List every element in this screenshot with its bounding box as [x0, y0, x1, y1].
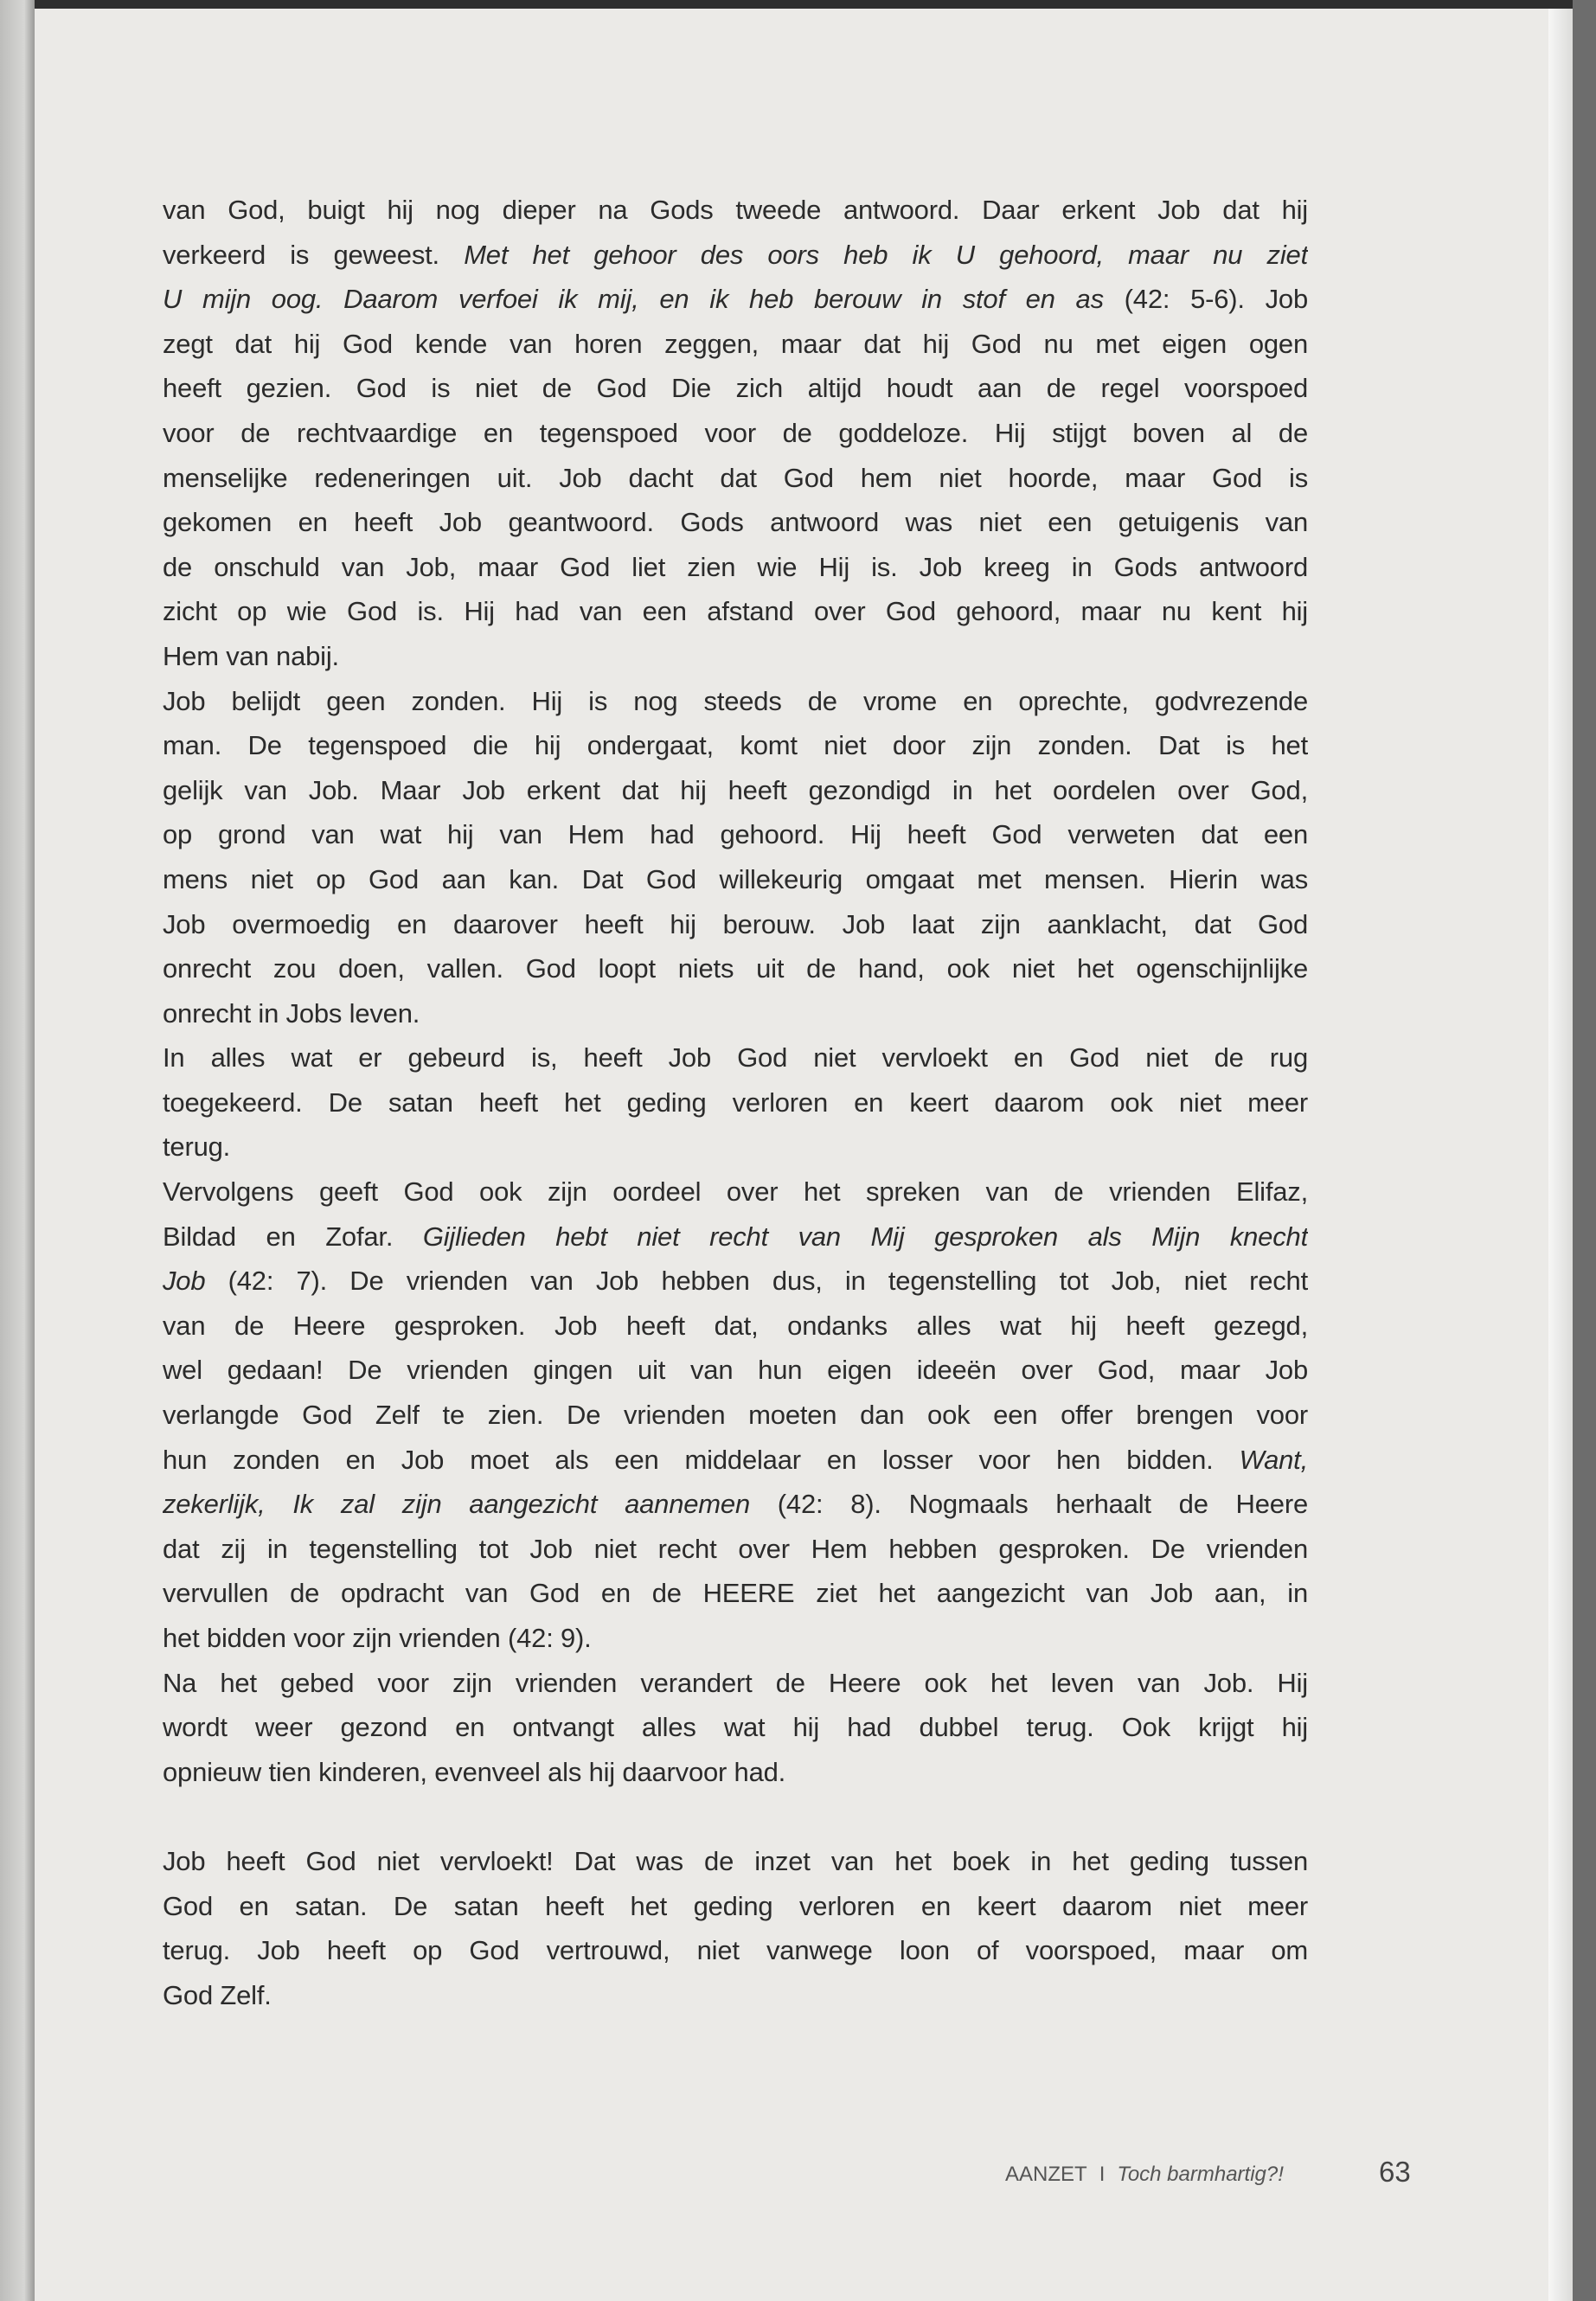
paragraph: [163, 679, 1308, 1036]
text-segment: dat zij in tegenstelling tot Job niet recht over Hem hebben gesproken. De vrienden: [163, 1533, 1308, 1564]
footer-separator: I: [1099, 2163, 1106, 2186]
text-segment: terug.: [163, 1131, 231, 1163]
text-line: [163, 1884, 1308, 1929]
text-line: [163, 857, 1308, 902]
text-line: [163, 1215, 1308, 1259]
text-segment: mens niet op God aan kan. Dat God willekeurig omgaat met mensen. Hierin was: [163, 863, 1308, 894]
text-segment: Job overmoedig en daarover heeft hij berouw. Job laat zijn aanklacht, dat God: [163, 908, 1308, 939]
text-line: [163, 233, 1308, 278]
text-line: [163, 1616, 1308, 1661]
text-segment: God Zelf.: [163, 1979, 272, 2010]
text-segment: zicht op wie God is. Hij had van een afstand over God gehoord, maar nu kent hij: [163, 596, 1308, 627]
scripture-quote: zekerlijk, Ik zal zijn aangezicht aannemen: [163, 1489, 750, 1520]
scripture-quote: Gijlieden hebt niet recht van Mij gesproken als Mijn knecht: [422, 1221, 1308, 1252]
text-segment: onrecht in Jobs leven.: [163, 997, 420, 1029]
text-line: [163, 1304, 1308, 1349]
text-segment: Vervolgens geeft God ook zijn oordeel over het spreken van de vrienden Elifaz,: [163, 1176, 1308, 1208]
text-line: [163, 1438, 1308, 1483]
text-line: [163, 366, 1308, 411]
text-segment: Job heeft God niet vervloekt! Dat was de inzet van het boek in het geding tussen: [163, 1845, 1308, 1876]
text-line: [163, 902, 1308, 947]
text-line: [163, 634, 1308, 679]
text-line: [163, 1527, 1308, 1572]
text-line: [163, 812, 1308, 857]
paragraph: [163, 1170, 1308, 1661]
text-line: [163, 1080, 1308, 1125]
text-line: [163, 1393, 1308, 1438]
text-segment: Job belijdt geen zonden. Hij is nog steeds de vrome en oprechte, godvrezende: [163, 685, 1308, 716]
text-segment: gekomen en heeft Job geantwoord. Gods antwoord was niet een getuigenis van: [163, 507, 1308, 538]
text-segment: (42: 8). Nogmaals herhaalt de Heere: [749, 1489, 1308, 1520]
text-segment: vervullen de opdracht van God en de HEERE ziet het aangezicht van Job aan, in: [163, 1578, 1308, 1609]
text-line: [163, 1170, 1308, 1215]
text-line: [163, 1125, 1308, 1170]
text-segment: voor de rechtvaardige en tegenspoed voor de goddeloze. Hij stijgt boven al de: [163, 417, 1308, 448]
text-line: [163, 277, 1308, 322]
text-line: [163, 1973, 1308, 2018]
text-segment: de onschuld van Job, maar God liet zien wie Hij is. Job kreeg in Gods antwoord: [163, 551, 1308, 582]
text-segment: op grond van wat hij van Hem had gehoord. Hij heeft God verweten dat een: [163, 819, 1308, 850]
text-segment: van de Heere gesproken. Job heeft dat, ondanks alles wat hij heeft gezegd,: [163, 1310, 1308, 1341]
text-line: [163, 589, 1308, 634]
text-segment: Na het gebed voor zijn vrienden verandert de Heere ook het leven van Job. Hij: [163, 1667, 1308, 1698]
scan-top-edge: [0, 0, 1596, 9]
scan-right-edge: [1573, 0, 1596, 2301]
scripture-quote: Job: [163, 1266, 206, 1297]
text-line: [163, 1928, 1308, 1973]
text-line: [163, 322, 1308, 367]
text-segment: (42: 7). De vrienden van Job hebben dus, in tegenstelling tot Job, niet recht: [205, 1266, 1308, 1297]
paragraph: [163, 1839, 1308, 2017]
text-segment: zegt dat hij God kende van horen zeggen, maar dat hij God nu met eigen ogen: [163, 328, 1308, 359]
scripture-quote: Met het gehoor des oors heb ik U gehoord, maar nu ziet: [464, 239, 1308, 270]
text-segment: wel gedaan! De vrienden gingen uit van hun eigen ideeën over God, maar Job: [163, 1355, 1308, 1386]
text-line: [163, 946, 1308, 991]
page-number: 63: [1379, 2156, 1411, 2188]
text-segment: onrecht zou doen, vallen. God loopt niets uit de hand, ook niet het ogenschijnlijke: [163, 953, 1308, 984]
text-line: [163, 991, 1308, 1036]
text-segment: menselijke redeneringen uit. Job dacht dat God hem niet hoorde, maar God is: [163, 462, 1308, 493]
paragraph-gap: [163, 1794, 1308, 1839]
paragraph: [163, 188, 1308, 679]
text-segment: opnieuw tien kinderen, evenveel als hij daarvoor had.: [163, 1756, 786, 1787]
text-line: [163, 1705, 1308, 1750]
text-segment: het bidden voor zijn vrienden (42: 9).: [163, 1623, 592, 1653]
paragraph: [163, 1035, 1308, 1170]
text-segment: Hem van nabij.: [163, 640, 339, 671]
text-line: [163, 500, 1308, 545]
text-segment: gelijk van Job. Maar Job erkent dat hij heeft gezondigd in het oordelen over God,: [163, 774, 1308, 805]
scripture-quote: U mijn oog. Daarom verfoei ik mij, en ik heb berouw in stof en as: [163, 284, 1104, 315]
text-line: [163, 723, 1308, 768]
text-line: [163, 456, 1308, 501]
text-segment: heeft gezien. God is niet de God Die zich altijd houdt aan de regel voorspoed: [163, 373, 1308, 404]
running-footer: [1005, 2163, 1284, 2187]
text-segment: God en satan. De satan heeft het geding verloren en keert daarom niet meer: [163, 1890, 1308, 1921]
text-segment: toegekeerd. De satan heeft het geding verloren en keert daarom ook niet meer: [163, 1086, 1308, 1118]
text-line: [163, 1035, 1308, 1080]
text-line: [163, 1750, 1308, 1795]
body-text: [163, 188, 1308, 2017]
text-segment: (42: 5-6). Job: [1103, 284, 1308, 315]
text-segment: hun zonden en Job moet als een middelaar en losser voor hen bidden.: [163, 1444, 1240, 1475]
text-line: [163, 1259, 1308, 1304]
text-segment: Bildad en Zofar.: [163, 1221, 423, 1252]
text-line: [163, 1661, 1308, 1706]
text-segment: wordt weer gezond en ontvangt alles wat hij had dubbel terug. Ook krijgt hij: [163, 1712, 1308, 1743]
text-line: [163, 768, 1308, 813]
text-line: [163, 1839, 1308, 1884]
text-line: [163, 1348, 1308, 1393]
text-segment: verlangde God Zelf te zien. De vrienden moeten dan ook een offer brengen voor: [163, 1400, 1308, 1431]
text-segment: van God, buigt hij nog dieper na Gods tweede antwoord. Daar erkent Job dat hij: [163, 195, 1308, 225]
text-line: [163, 411, 1308, 456]
page-right-edge: [1548, 9, 1573, 2301]
text-segment: verkeerd is geweest.: [163, 239, 465, 270]
scripture-quote: Want,: [1239, 1444, 1308, 1475]
footer-title: Toch barmhartig?!: [1117, 2163, 1284, 2186]
footer-series: AANZET: [1005, 2163, 1087, 2186]
paragraph: [163, 1661, 1308, 1795]
text-segment: man. De tegenspoed die hij ondergaat, komt niet door zijn zonden. Dat is het: [163, 730, 1308, 761]
text-segment: terug. Job heeft op God vertrouwd, niet vanwege loon of voorspoed, maar om: [163, 1935, 1308, 1966]
text-line: [163, 545, 1308, 590]
text-line: [163, 679, 1308, 724]
scan-left-edge: [0, 0, 35, 2301]
text-line: [163, 1482, 1308, 1527]
text-segment: In alles wat er gebeurd is, heeft Job God niet vervloekt en God niet de rug: [163, 1042, 1308, 1074]
text-line: [163, 188, 1308, 233]
text-line: [163, 1571, 1308, 1616]
